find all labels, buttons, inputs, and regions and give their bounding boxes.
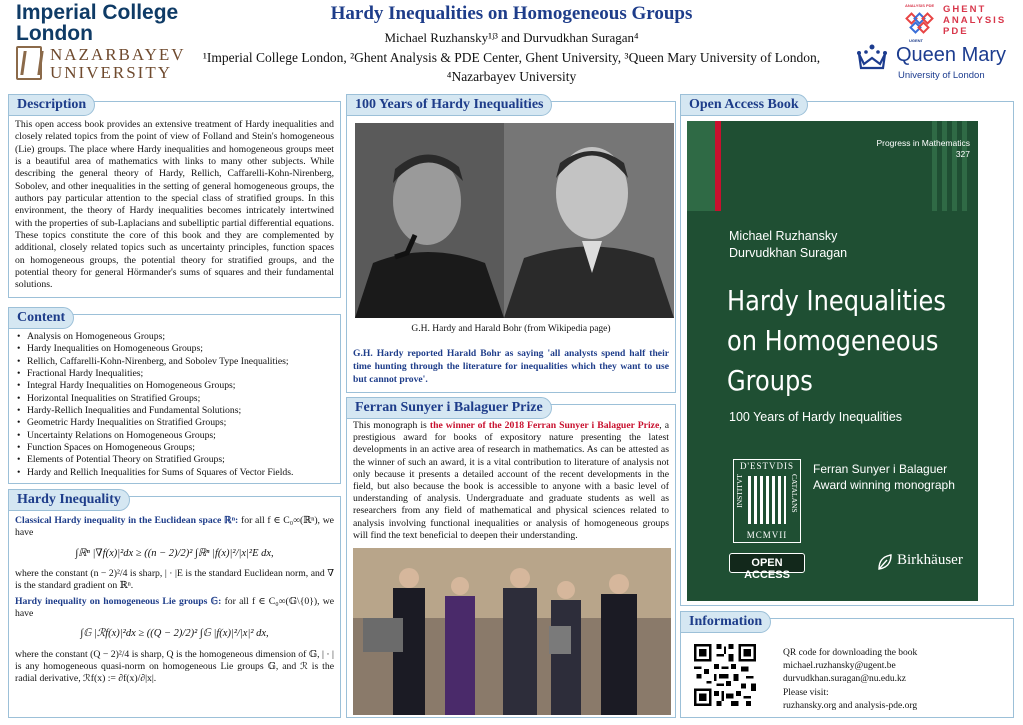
list-item: • Function Spaces on Homogeneous Groups; (15, 442, 334, 454)
nazarbayev-emblem-icon (16, 46, 42, 80)
cover-title-line-1: Hardy Inequalities (727, 284, 946, 317)
prize-pre: This monograph is (353, 420, 430, 431)
list-item: • Hardy Inequalities on Homogeneous Groups; (15, 343, 334, 355)
award-line-2: Award winning monograph (813, 478, 955, 492)
ghent-logo (905, 4, 1015, 44)
ghent-line-2: ANALYSIS (943, 15, 1007, 26)
hundred-heading: 100 Years of Hardy Inequalities (346, 94, 552, 116)
seal-top: D'ESTVDIS (739, 461, 795, 471)
cover-author-2: Durvudkhan Suragan (729, 246, 848, 260)
info-line: ruzhansky.org and analysis-pde.org (783, 700, 918, 711)
prize-text (353, 420, 669, 542)
series-number: 327 (955, 149, 970, 159)
list-item: • Geometric Hardy Inequalities on Stratified Groups; (15, 417, 334, 429)
poster-header (0, 0, 1023, 92)
cover-title-line-3: Groups (727, 364, 813, 397)
hundred-years-panel (346, 97, 676, 393)
prize-post: , a prestigious award for books of expository nature presenting the latest developments in an active area of research in mathematics. As can be attested as the winner of such an award, it is a vital contribution to literature of analysis not only because it presents a detailed account of the recent developments in the field, but also because the book is accessible to anyone with a basic level of understanding of analysis. Undergraduate and graduate students as well as researchers from any field of mathematical and physical sciences related to analysis involving functional inequalities or analysis of homogeneous groups will find the text beneficial to deepen their understanding. (353, 420, 669, 541)
list-item: • Fractional Hardy Inequalities; (15, 368, 334, 380)
imperial-line-2: London (16, 22, 93, 45)
photo-caption: G.H. Hardy and Harald Bohr (from Wikipedia page) (411, 324, 611, 334)
info-heading: Information (680, 611, 771, 633)
imperial-line-1: Imperial College (16, 1, 179, 24)
classical-remark: where the constant (n − 2)²/4 is sharp, | · |E is the standard Euclidean norm, and ∇ is the standard gradient on ℝⁿ. (15, 568, 334, 592)
classical-label: Classical Hardy inequality in the Euclidean space ℝⁿ: (15, 515, 239, 526)
prize-highlight: the winner of the 2018 Ferran Sunyer i Balaguer Prize (429, 420, 660, 431)
ghent-small-1: ANALYSIS (905, 3, 925, 8)
ghent-diamond-icon (905, 3, 935, 43)
hardy-quote: G.H. Hardy reported Harald Bohr as saying 'all analysts spend half their time hunting through the literature for inequalities which they want to use but cannot prove'. (353, 348, 669, 385)
imperial-logo (16, 2, 178, 44)
nazarbayev-line-2: UNIVERSITY (50, 63, 172, 82)
open-access-badge (729, 553, 805, 581)
bohr-photo (504, 123, 674, 318)
content-list (15, 331, 334, 479)
red-accent-bar (715, 121, 721, 211)
nazarbayev-line-1: NAZARBAYEV (50, 45, 186, 64)
lie-text: for all f ∈ C₀∞(𝔾\{0}), we have (15, 595, 334, 620)
lie-remark: where the constant (Q − 2)²/4 is sharp, Q is the homogeneous dimension of 𝔾, | · | is any homogeneous quasi-norm on homogeneous Lie groups 𝔾, and ℛ is the radial derivative, ℛf(x) := ∂f(x)/∂|x|. (15, 648, 334, 685)
hardy-heading: Hardy Inequality (8, 489, 130, 511)
publisher-name: Birkhäuser (897, 552, 963, 568)
equation-lie: ∫𝔾 |ℛf(x)|²dx ≥ ((Q − 2)/2)² ∫𝔾 |f(x)|²/|x|² dx, (80, 628, 269, 640)
description-heading: Description (8, 94, 95, 116)
description-text: This open access book provides an extensive treatment of Hardy inequalities and closely related topics from the point of view of Folland and Stein's homogeneous (Lie) groups. The place where Hardy inequalities and homogeneous groups meet is a beautiful area of mathematics with links to many other subjects. While describing the general theory of Hardy, Rellich, Caffarelli-Kohn-Nirenberg, Sobolev, and other inequalities in the setting of general homogeneous groups, the authors pay particular attention to the special class of stratified groups. In this environment, the theory of Hardy inequalities becomes intricately intertwined with the properties of sub-Laplacians and subelliptic partial differential equations. These topics constitute the core of this book and they are complemented by additional, closely related topics such as uncertainty principles, function spaces on homogeneous groups, the potential theory for stratified groups, and the potential theory for general Hörmander's sums of squares and their fundamental solutions. (15, 119, 334, 291)
list-item: • Hardy and Rellich Inequalities for Sums of Squares of Vector Fields. (15, 467, 334, 479)
birkhauser-leaf-icon (877, 553, 893, 571)
seal-bottom: MCMVII (746, 530, 788, 540)
prize-heading: Ferran Sunyer i Balaguer Prize (346, 397, 552, 419)
book-cover (687, 121, 978, 601)
classical-statement (15, 515, 334, 540)
equation-euclidean: ∫ℝⁿ |∇f(x)|²dx ≥ ((n − 2)/2)² ∫ℝⁿ |f(x)|²/|x|²E dx, (75, 547, 274, 559)
prize-panel (346, 400, 676, 718)
info-line: michael.ruzhansky@ugent.be (783, 661, 896, 672)
hardy-inequality-panel (8, 492, 341, 718)
award-line-1: Ferran Sunyer i Balaguer (813, 462, 948, 476)
info-line: QR code for downloading the book (783, 648, 918, 658)
poster-title: Hardy Inequalities on Homogeneous Groups (330, 3, 693, 24)
list-item: • Horizontal Inequalities on Stratified Groups; (15, 393, 334, 405)
cover-subtitle: 100 Years of Hardy Inequalities (729, 410, 903, 424)
queen-mary-logo (856, 42, 1016, 84)
crown-icon (856, 44, 888, 72)
queen-mary-sub: University of London (898, 70, 985, 81)
ghent-small-2: PDE (925, 3, 935, 8)
open-access-label: OPEN ACCESS (744, 557, 790, 581)
list-item: • Hardy-Rellich Inequalities and Fundamental Solutions; (15, 405, 334, 417)
seal-left: INSTITVT (735, 474, 744, 508)
series-name: Progress in Mathematics (876, 138, 970, 148)
list-item: • Integral Hardy Inequalities on Homogeneous Groups; (15, 380, 334, 392)
list-item: • Analysis on Homogeneous Groups; (15, 331, 334, 343)
ghent-line-3: PDE (943, 26, 969, 37)
ghent-ugent: UGENT (909, 38, 923, 43)
list-item: • Rellich, Caffarelli-Kohn-Nirenberg, and Sobolev Type Inequalities; (15, 356, 334, 368)
classical-text: for all f ∈ C₀∞(ℝⁿ), we have (15, 515, 334, 539)
qr-code-icon[interactable] (694, 644, 756, 706)
lie-label: Hardy inequality on homogeneous Lie groups 𝔾: (15, 595, 222, 607)
book-heading: Open Access Book (680, 94, 808, 116)
poster-authors: Michael Ruzhansky¹ʲ³ and Durvudkhan Suragan⁴ (384, 30, 639, 45)
list-item: • Elements of Potential Theory on Stratified Groups; (15, 454, 334, 466)
content-heading: Content (8, 307, 74, 329)
lie-statement (15, 596, 334, 621)
queen-mary-name: Queen Mary (896, 44, 1007, 66)
nazarbayev-logo (16, 46, 186, 82)
seal-right: CATALANS (790, 474, 799, 513)
info-line: durvudkhan.suragan@nu.edu.kz (783, 674, 906, 685)
hardy-photo (355, 123, 504, 318)
award-ceremony-photo (353, 548, 671, 715)
cover-title-line-2: on Homogeneous (727, 324, 939, 357)
iec-seal-icon (733, 459, 801, 543)
poster-affiliations: ¹Imperial College London, ²Ghent Analysis & PDE Center, Ghent University, ³Queen Mary University of London, ⁴Nazarbayev University (202, 50, 821, 84)
info-line: Please visit: (783, 687, 829, 698)
list-item: • Uncertainty Relations on Homogeneous Groups; (15, 430, 334, 442)
cover-author-1: Michael Ruzhansky (729, 229, 838, 243)
description-panel (8, 97, 341, 298)
content-panel (8, 310, 341, 484)
ghent-line-1: GHENT (943, 4, 987, 15)
